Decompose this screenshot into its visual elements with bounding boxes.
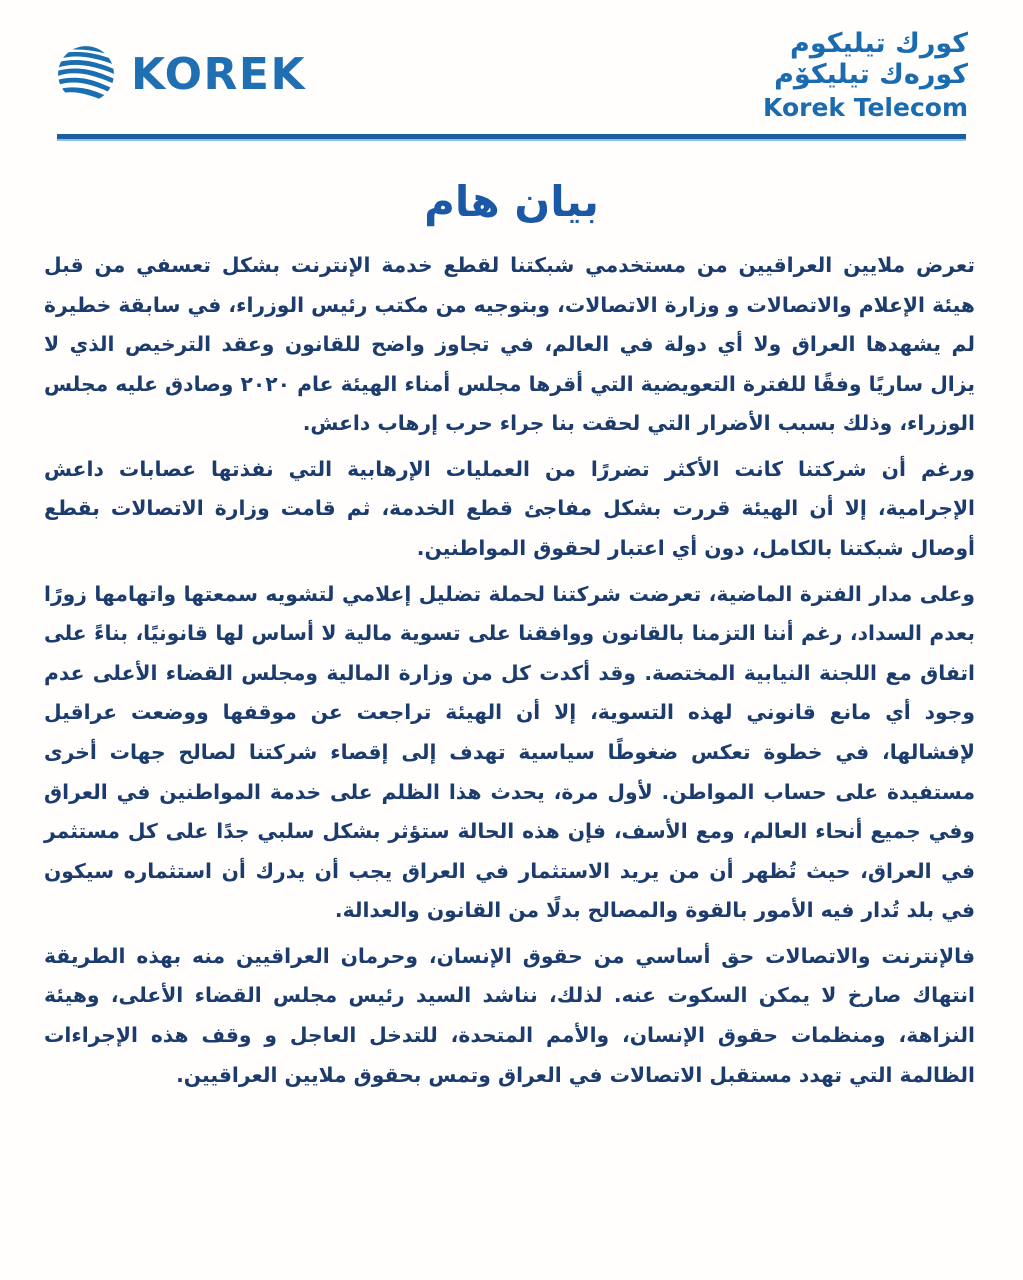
statement-paragraph-2: ورغم أن شركتنا كانت الأكثر تضررًا من العمليات الإرهابية التي نفذتها عصابات داعش الإجرامية، إلا أن الهيئة قررت بشكل مفاجئ قطع الخدمة، ثم قامت وزارة الاتصالات بقطع أوصال شبكتنا بالكامل، دون أي اعتبار لحقوق المواطنين. (44, 456, 975, 561)
brand-name-kurdish: كورەك تيليكۆم (774, 59, 968, 91)
statement-paragraph-4: فالإنترنت والاتصالات حق أساسي من حقوق الإنسان، وحرمان العراقيين منه بهذه الطريقة انتهاك صارخ لا يمكن السكوت عنه. لذلك، نناشد السيد رئيس مجلس القضاء الأعلى، وهيئة النزاهة، ومنظمات حقوق الإنسان، والأمم المتحدة، للتدخل العاجل و وقف هذه الإجراءات الظالمة التي تهدد مستقبل الاتصالات في العراق وتمس بحقوق ملايين العراقيين. (44, 943, 975, 1087)
korek-globe-logo (55, 43, 117, 105)
statement-paragraph-1: تعرض ملايين العراقيين من مستخدمي شبكتنا لقطع خدمة الإنترنت بشكل تعسفي من قبل هيئة الإعلام والاتصالات و وزارة الاتصالات، وبتوجيه من مكتب رئيس الوزراء، في سابقة خطيرة لم يشهدها العراق ولا أي دولة في العالم، في تجاوز واضح للقانون وعقد الترخيص الذي لا يزال ساريًا وفقًا للفترة التعويضية التي أقرها مجلس أمناء الهيئة عام ٢٠٢٠ وصادق عليه مجلس الوزراء، وذلك بسبب الأضرار التي لحقت بنا جراء حرب إرهاب داعش. (44, 253, 975, 436)
page-title: بيان هام (424, 177, 599, 226)
korek-wordmark: KOREK (131, 49, 307, 100)
brand-name-arabic: كورك تيليكوم (790, 28, 968, 59)
brand-name-block (763, 28, 968, 122)
statement-paragraph-3: وعلى مدار الفترة الماضية، تعرضت شركتنا لحملة تضليل إعلامي لتشويه سمعتها واتهامها زورًا بعدم السداد، رغم أننا التزمنا بالقانون ووافقنا على تسوية مالية لا أساس لها قانونيًا، بناءً على اتفاق مع اللجنة النيابية المختصة. وقد أكدت كل من وزارة المالية ومجلس القضاء الأعلى عدم وجود أي مانع قانوني لهذه التسوية، إلا أن الهيئة تراجعت عن موقفها ووضعت عراقيل لإفشالها، في خطوة تعكس ضغوطًا سياسية تهدف إلى إقصاء شركتنا لصالح جهات أخرى مستفيدة على حساب المواطن. لأول مرة، يحدث هذا الظلم على خدمة المواطنين في العراق وفي جميع أنحاء العالم، ومع الأسف، فإن هذه الحالة ستؤثر بشكل سلبي جدًا على كل مستثمر في العراق، حيث تُظهر أن من يريد الاستثمار في العراق يجب أن يدرك أن استثماره سيكون في بلد تُدار فيه الأمور بالقوة والمصالح بدلًا من القانون والعدالة. (44, 581, 975, 923)
brand-name-english: Korek Telecom (763, 92, 968, 122)
page-header (0, 0, 1023, 140)
korek-brand-lockup (55, 43, 306, 105)
statement-body (0, 246, 1023, 1095)
